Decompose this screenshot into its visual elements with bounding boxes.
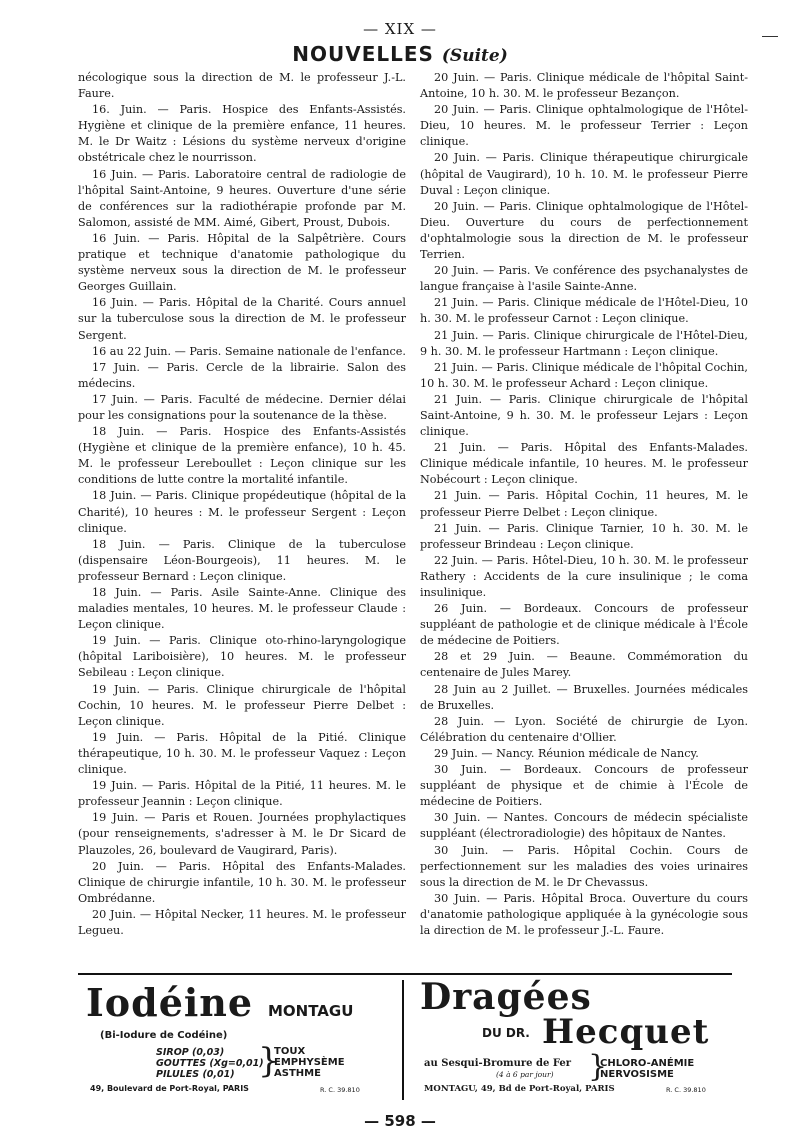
news-item: 16 Juin. — Paris. Hôpital de la Charité. Cours annuel sur la tuberculose sous la direction de M. le professeur Sergent. (78, 296, 406, 342)
advert-column-rule (402, 980, 404, 1100)
hecquet-brand-line1: Dragées (420, 976, 592, 1018)
brace-glyph: } (258, 1041, 280, 1081)
news-item: 19 Juin. — Paris et Rouen. Journées prophylactiques (pour renseignements, s'adresser à M. le Dr Sicard de Plauzoles, 26, boulevard de Vaugirard, Paris). (78, 811, 406, 857)
news-item: 21 Juin. — Paris. Clinique chirurgicale de l'Hôtel-Dieu, 9 h. 30. M. le professeur Hartmann : Leçon clinique. (420, 328, 748, 358)
news-item: 21 Juin. — Paris. Hôpital Cochin, 11 heures, M. le professeur Pierre Delbet : Leçon clinique. (420, 489, 748, 519)
news-item: 20 Juin. — Paris. Clinique thérapeutique chirurgicale (hôpital de Vaugirard), 10 h. 10. M. le professeur Pierre Duval : Leçon clinique. (420, 151, 748, 197)
news-item: 19 Juin. — Paris. Hôpital de la Pitié. Clinique thérapeutique, 10 h. 30. M. le professeur Vaquez : Leçon clinique. (78, 730, 406, 777)
section-header (0, 42, 800, 66)
news-item: 21 Juin. — Paris. Clinique chirurgicale de l'hôpital Saint-Antoine, 9 h. 30. M. le professeur Lejars : Leçon clinique. (420, 392, 748, 439)
news-item: 20 Juin. — Hôpital Necker, 11 heures. M. le professeur Legueu. (78, 907, 406, 937)
news-item: 28 et 29 Juin. — Beaune. Commémoration du centenaire de Jules Marey. (420, 650, 748, 680)
news-item: nécologique sous la direction de M. le professeur J.-L. Faure. (78, 71, 406, 101)
news-item: 22 Juin. — Paris. Hôtel-Dieu, 10 h. 30. M. le professeur Rathery : Accidents de la cure insulinique ; le coma insulinique. (420, 553, 748, 599)
news-item: 17 Juin. — Paris. Cercle de la librairie. Salon des médecins. (78, 360, 406, 390)
indication-item: ASTHME (274, 1068, 321, 1079)
news-item: 28 Juin au 2 Juillet. — Bruxelles. Journées médicales de Bruxelles. (420, 682, 748, 712)
news-item: 21 Juin. — Paris. Hôpital des Enfants-Malades. Clinique médicale infantile, 10 heures. M. le professeur Nobécourt : Leçon clinique. (420, 441, 748, 487)
news-item: 20 Juin. — Paris. Clinique médicale de l'hôpital Saint-Antoine, 10 h. 30. M. le professeur Bezançon. (420, 71, 748, 101)
hecquet-composition: au Sesqui-Bromure de Fer (424, 1058, 572, 1069)
news-item: 28 Juin. — Lyon. Société de chirurgie de Lyon. Célébration du centenaire d'Ollier. (420, 714, 748, 744)
section-suffix: (Suite) (441, 46, 508, 66)
roman-page-marker: — XIX — (363, 20, 437, 38)
indication-item: NERVOSISME (600, 1069, 674, 1080)
indication-item: TOUX (274, 1046, 306, 1057)
news-item: 26 Juin. — Bordeaux. Concours de professeur suppléant de pathologie et de clinique médicale à l'École de médecine de Poitiers. (420, 602, 748, 648)
news-item: 18 Juin. — Paris. Clinique propédeutique (hôpital de la Charité), 10 heures : M. le professeur Sergent : Leçon clinique. (78, 489, 406, 535)
corner-dash (762, 36, 778, 37)
news-item: 16. Juin. — Paris. Hospice des Enfants-Assistés. Hygiène et clinique de la première enfance, 11 heures. M. le Dr Waitz : Lésions du système nerveux d'origine obstétricale chez le nourrisson. (78, 103, 406, 165)
indication-item: CHLORO-ANÉMIE (600, 1058, 695, 1069)
section-title: NOUVELLES (292, 42, 434, 66)
iodeine-forms (156, 1047, 264, 1080)
iodeine-rc: R. C. 39.810 (320, 1086, 360, 1094)
hecquet-rc: R. C. 39.810 (666, 1086, 706, 1094)
right-column (420, 70, 748, 939)
news-item: 18 Juin. — Paris. Clinique de la tuberculose (dispensaire Léon-Bourgeois), 11 heures. M. le professeur Bernard : Leçon clinique. (78, 537, 406, 583)
news-item: 20 Juin. — Paris. Hôpital des Enfants-Malades. Clinique de chirurgie infantile, 10 h. 30. M. le professeur Ombrédanne. (78, 859, 406, 905)
news-item: 20 Juin. — Paris. Ve conférence des psychanalystes de langue française à l'asile Sainte-Anne. (420, 264, 748, 294)
brace-glyph: } (588, 1049, 608, 1084)
hecquet-address: MONTAGU, 49, Bd de Port-Royal, PARIS (424, 1084, 615, 1094)
iodeine-subtitle: (Bi-Iodure de Codéine) (100, 1030, 228, 1041)
indication-item: EMPHYSÈME (274, 1057, 345, 1068)
news-item: 18 Juin. — Paris. Hospice des Enfants-Assistés (Hygiène et clinique de la première enfance), 10 h. 45. M. le professeur Lereboullet : Leçon clinique sur les conditions de lutte contre la mortalité infantile. (78, 425, 406, 487)
iodeine-indications (274, 1046, 345, 1079)
hecquet-advert (412, 976, 732, 1100)
iodeine-address: 49, Boulevard de Port-Royal, PARIS (90, 1084, 249, 1093)
form-item: GOUTTES (Xg=0,01) (156, 1058, 264, 1069)
news-item: 20 Juin. — Paris. Clinique ophtalmologique de l'Hôtel-Dieu, 10 heures. M. le professeur Terrier : Leçon clinique. (420, 103, 748, 149)
advert-divider-rule (78, 973, 732, 975)
left-column (78, 70, 406, 939)
page-number: — 598 — (364, 1112, 436, 1130)
hecquet-indications (600, 1058, 694, 1080)
news-item: 16 Juin. — Paris. Hôpital de la Salpêtrière. Cours pratique et technique d'anatomie pathologique du système nerveux sous la direction de M. le professeur Georges Guillain. (78, 231, 406, 294)
hecquet-prefix: DU DR. (482, 1026, 530, 1040)
news-item: 21 Juin. — Paris. Clinique Tarnier, 10 h. 30. M. le professeur Brindeau : Leçon clinique. (420, 521, 748, 551)
iodeine-brand: Iodéine (86, 980, 254, 1025)
news-item: 18 Juin. — Paris. Asile Sainte-Anne. Clinique des maladies mentales, 10 heures. M. le professeur Claude : Leçon clinique. (78, 586, 406, 632)
news-item: 17 Juin. — Paris. Faculté de médecine. Dernier délai pour les consignations pour la soutenance de la thèse. (78, 392, 406, 422)
news-item: 21 Juin. — Paris. Clinique médicale de l'Hôtel-Dieu, 10 h. 30. M. le professeur Carnot : Leçon clinique. (420, 296, 748, 326)
news-item: 30 Juin. — Nantes. Concours de médecin spécialiste suppléant (électroradiologie) des hôpitaux de Nantes. (420, 811, 748, 841)
iodeine-maker: MONTAGU (268, 1002, 354, 1020)
news-item: 16 Juin. — Paris. Laboratoire central de radiologie de l'hôpital Saint-Antoine, 9 heures. Ouverture d'une série de conférences sur la radiothérapie profonde par M. Salomon, assisté de MM. Aimé, Gibert, Proust, Dubois. (78, 167, 406, 229)
news-item: 19 Juin. — Paris. Clinique chirurgicale de l'hôpital Cochin, 10 heures. M. le professeur Pierre Delbet : Leçon clinique. (78, 682, 406, 728)
news-item: 19 Juin. — Paris. Hôpital de la Pitié, 11 heures. M. le professeur Jeannin : Leçon clinique. (78, 779, 406, 809)
news-item: 30 Juin. — Paris. Hôpital Cochin. Cours de perfectionnement sur les maladies des voies urinaires sous la direction de M. le Dr Chevassus. (420, 843, 748, 889)
iodeine-advert (80, 980, 398, 1100)
news-item: 19 Juin. — Paris. Clinique oto-rhino-laryngologique (hôpital Lariboisière), 10 heures. M. le professeur Sebileau : Leçon clinique. (78, 634, 406, 680)
news-item: 29 Juin. — Nancy. Réunion médicale de Nancy. (434, 746, 699, 760)
news-item: 30 Juin. — Paris. Hôpital Broca. Ouverture du cours d'anatomie pathologique appliquée à la gynécologie sous la direction de M. le professeur J.-L. Faure. (420, 891, 748, 937)
form-item: SIROP (0,03) (156, 1047, 225, 1058)
news-item: 21 Juin. — Paris. Clinique médicale de l'hôpital Cochin, 10 h. 30. M. le professeur Achard : Leçon clinique. (420, 360, 748, 390)
hecquet-dose: (4 à 6 par jour) (496, 1070, 554, 1079)
form-item: PILULES (0,01) (156, 1069, 235, 1080)
hecquet-brand-line2: Hecquet (542, 1012, 710, 1052)
news-item: 30 Juin. — Bordeaux. Concours de professeur suppléant de physique et de chimie à l'École de médecine de Poitiers. (420, 763, 748, 809)
news-item: 16 au 22 Juin. — Paris. Semaine nationale de l'enfance. (92, 344, 406, 358)
news-item: 20 Juin. — Paris. Clinique ophtalmologique de l'Hôtel-Dieu. Ouverture du cours de perfectionnement d'ophtalmologie sous la direction de M. le professeur Terrien. (420, 199, 748, 262)
